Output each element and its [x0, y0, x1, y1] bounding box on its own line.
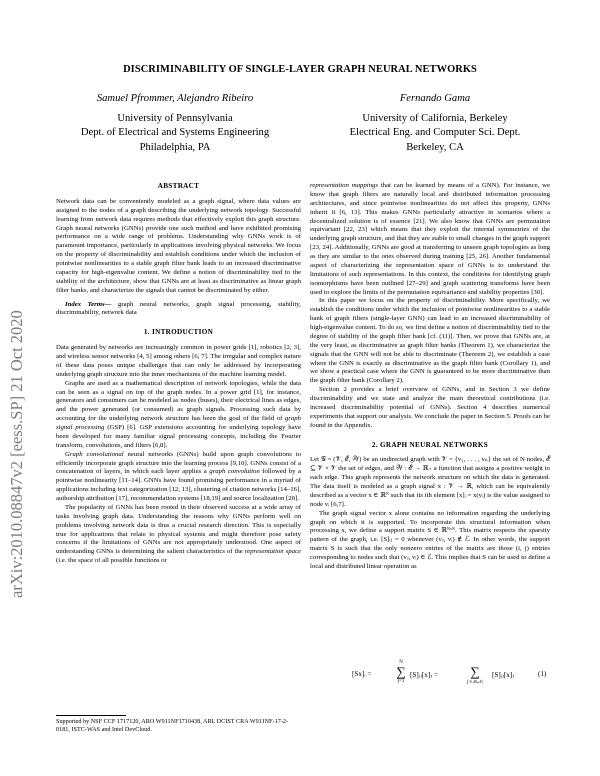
intro-paragraph-2 [56, 380, 301, 451]
abstract-heading: ABSTRACT [157, 182, 200, 190]
index-terms-text: graph neural networks, graph signal processing, stability, discriminability, network data [56, 300, 301, 317]
intro-p2-emphasis: graph signal processing [56, 415, 301, 431]
paper-title: DISCRIMINABILITY OF SINGLE-LAYER GRAPH NEURAL NETWORKS [123, 64, 477, 75]
intro-paragraph-1: Data generated by networks are increasingly common in power grids [1], robotics [2, 3], and wireless sensor networks [4, 5] among others [6, 7]. The irregular and complex nature of these data poses unique challenges that can only be addressed by incorporating underlying graph structure into the inner mechanisms of the machine learning model. [56, 344, 301, 378]
eq-sum1-lower: j=1 [397, 679, 405, 684]
intro-p3-text-a: neural networks (GNNs) build upon graph convolutions to efficiently incorporate graph structure into the learning process [9,10]. GNNs consist of a concatenation of layers, in which each layer applies a [56, 450, 301, 476]
section-2-paragraph-2: The graph signal vector x alone contains no information regarding the underlying graph on which it is supported. To incorporate this structural information when processing x, we define a support matrix S ∈ ℝᴺˣᴺ. This matrix respects the sparsity pattern of the graph, i.e. [S]ᵢⱼ = 0 whenever (vⱼ, vᵢ) ∉ ℰ. In other words, the support matrix S is such that the only nonzero entries of the matrix are those (i, j) entries corresponding to nodes such that (vⱼ, vᵢ) ∈ ℰ. This implies that S can be used to define a local and distributed linear operation as [310, 509, 550, 570]
eq-middle: [S]ᵢⱼ[x]ⱼ = [410, 671, 438, 679]
author-names-right: Fernando Gama [399, 93, 471, 104]
affiliation-right-2: Electrical Eng. and Computer Sci. Dept. [349, 127, 521, 138]
abstract-text: Network data can be conveniently modeled as a graph signal, where data values are assigned to the nodes of a graph describing the underlying network topology. Successful learning from network data requires methods that effectively exploit this graph structure. Graph neural networks (GNNs) provide one such method and have exhibited promising performance on a wide range of problems. Understanding why GNNs work is of paramount importance, particularly in applications involving physical networks. We focus on the property of discriminability and establish conditions under which the inclusion of pointwise nonlinearities to a stable graph filter bank leads to an increased discriminative capacity for high-eigenvalue content. We define a notion of discriminability tied to the stability of the architecture, show that GNNs are at least as discriminative as linear graph filter banks, and characterize the signals that cannot be discriminated by either. [56, 197, 301, 294]
eq-number: (1) [538, 670, 547, 678]
equation-1 [310, 660, 550, 685]
arxiv-stamp [0, 140, 32, 610]
affiliation-left-3: Philadelphia, PA [139, 141, 211, 153]
intro-p3-emphasis: Graph convolutional [65, 450, 124, 458]
right-paragraph-1 [310, 182, 550, 297]
intro-p4-emphasis: representation space [244, 548, 301, 556]
section-2-paragraph-1: Let 𝒢 = (𝒱, ℰ, 𝒲) be an undirected graph with 𝒱 = {v₁, . . . , vₙ} the set of N nodes, ℰ ⊆ 𝒱 × 𝒱 the set of edges, and 𝒲 : ℰ → ℝ₊ a function that assigns a positive weight to each edge. This graph represents the network structure on which the data is generated. The data itself is modeled as a graph signal x : 𝒱 → ℝ, which can be equivalently described as a vector x ∈ ℝᴺ such that its ith element [x]ᵢ = x(vᵢ) is the value assigned to node vᵢ [6,7]. [310, 456, 550, 508]
arxiv-stamp-text: arXiv:2010.08847v2 [eess.SP] 21 Oct 2020 [7, 310, 26, 598]
author-block-left [60, 92, 290, 155]
right-paragraph-2: In this paper we focus on the property of discriminability. More specifically, we establish the conditions under which the inclusion of pointwise nonlinearities to a stable bank of graph filters (single-layer GNN) can lead to an increased discriminability of high-eigenvalue content. To do so, we first define a notion of discriminability tied to the degree of stability of the graph filter bank [cf. (11)]. Then, we prove that GNNs are, at the very least, as discriminative as graph filter banks (Theorem 1), we characterize the signals that the GNN will not be able to discriminate (Theorem 2), we establish a case where the GNN is exactly as discriminative as the graph filter bank (Corollary 1), and we show a practical case where the GNN is guaranteed to be more discriminative than the graph filter bank (Corollary 2). [310, 297, 550, 385]
intro-p2-text-b: (GSP) [6]. GSP extensions accounting for underlying topology have been developed for many familiar signal processing concepts, including the Fourier transform, convolutions, and filters [6,8]. [56, 424, 302, 449]
affiliation-right-1: University of California, Berkeley [362, 112, 508, 124]
eq-sum1-sigma: ∑ [396, 664, 406, 679]
eq-sum2-lower: j:vⱼ∈𝒩ᵢ [467, 680, 483, 685]
left-column [56, 182, 301, 566]
right-p1-text: that can be learned by means of a GNN). For instance, we know that graph filters are naturally local and distributed information processing architectures, and since pointwise nonlinearities do not affect this property, GNNs inherit it [6, 13]. This makes GNNs particularly attractive in scenarios where a decentralized solution is of essence [21]. We also know that GNNs are permutation equivariant [22, 23] which means that they exploit the internal symmetries of the underlying graph structure, and that they are stable to small changes in the graph support [23, 24]. Additionally, GNNs are good at transferring to unseen graph topologies as long as they are similar to the ones observed during training [25, 26]. Another fundamental aspect of characterizing the representation space of GNNs is to understand the limitations of such representations. In this context, the conditions for identifying graph isomorphisms have been outlined [27–29] and graph scattering transforms have been used to explore the limits of the permutation equivariance and stability properties [30]. [310, 182, 550, 296]
eq-sum1-upper: N [399, 660, 403, 665]
intro-p3-emphasis-2: graph convolution [209, 468, 260, 476]
affiliation-left-2: Dept. of Electrical and Systems Engineering [80, 127, 270, 138]
footnote-rule [56, 715, 126, 716]
index-terms-label: Index Terms— [65, 300, 112, 308]
right-column [310, 182, 550, 572]
index-terms [56, 301, 301, 319]
author-names-left: Samuel Pfrommer, Alejandro Ribeiro [96, 93, 254, 104]
intro-p4-text-b: (i.e. the space of all possible functions or [56, 557, 167, 565]
intro-p2-text-a: Graphs are used as a mathematical description of network topologies, while the data can be seen as a signal on top of the graph nodes. In a power grid [1], for instance, generators and consumers can be modeled as nodes (buses), their electrical lines as edges, and the power generated (or consumed) as graph signals. Processing such data by accounting for the underlying network structure has been the goal of the field of [56, 379, 301, 423]
section-2-heading: 2. GRAPH NEURAL NETWORKS [371, 440, 489, 449]
author-block-right [320, 92, 550, 155]
intro-paragraph-3 [56, 451, 301, 504]
intro-p3-text-b: followed by a pointwise nonlinearity [11–14]. GNNs have found promising performance in a myriad of applications including text categorization [12, 13], clustering of citation networks [14–16], authorship attribution [17], recommendation systems [18,19] and source localization [20]. [56, 468, 302, 502]
right-paragraph-3: Section 2 provides a brief overview of GNNs, and in Section 3 we define discriminability and we state and analyze the main theoretical contributions (i.e. increased discriminability potential of GNNs). Section 4 describes numerical experiments that support our analysis. We conclude the paper in Section 5. Proofs can be found in the Appendix. [310, 386, 550, 429]
intro-p4-text-a: The popularity of GNNs has been rooted in their observed success at a wide array of tasks involving graph data. Understanding the reasons why GNNs perform well on problems involving network data is thus a crucial research direction. This is especially true for applications that relate to physical systems and might therefore pose safety concerns if the limitations of GNNs are not appropriately understood. One aspect of understanding GNNs is determining the salient characteristics of the [56, 503, 301, 556]
intro-heading: 1. INTRODUCTION [143, 328, 214, 337]
intro-paragraph-4 [56, 504, 301, 566]
eq-rhs: [S]ᵢⱼ[x]ⱼ [492, 671, 515, 679]
footnote: Supported by NSF CCF 1717120, ARO W911NF1710438, ARL DCIST CRA W911NF-17-2-0181, ISTC-WAS and Intel DevCloud. [56, 718, 289, 733]
affiliation-left-1: University of Pennsylvania [117, 112, 233, 124]
affiliation-right-3: Berkeley, CA [406, 141, 464, 153]
right-p1-emphasis: representation mappings [310, 182, 378, 189]
eq-sum2-sigma: ∑ [470, 664, 480, 679]
eq-lhs: [Sx]ᵢ = [352, 670, 372, 678]
